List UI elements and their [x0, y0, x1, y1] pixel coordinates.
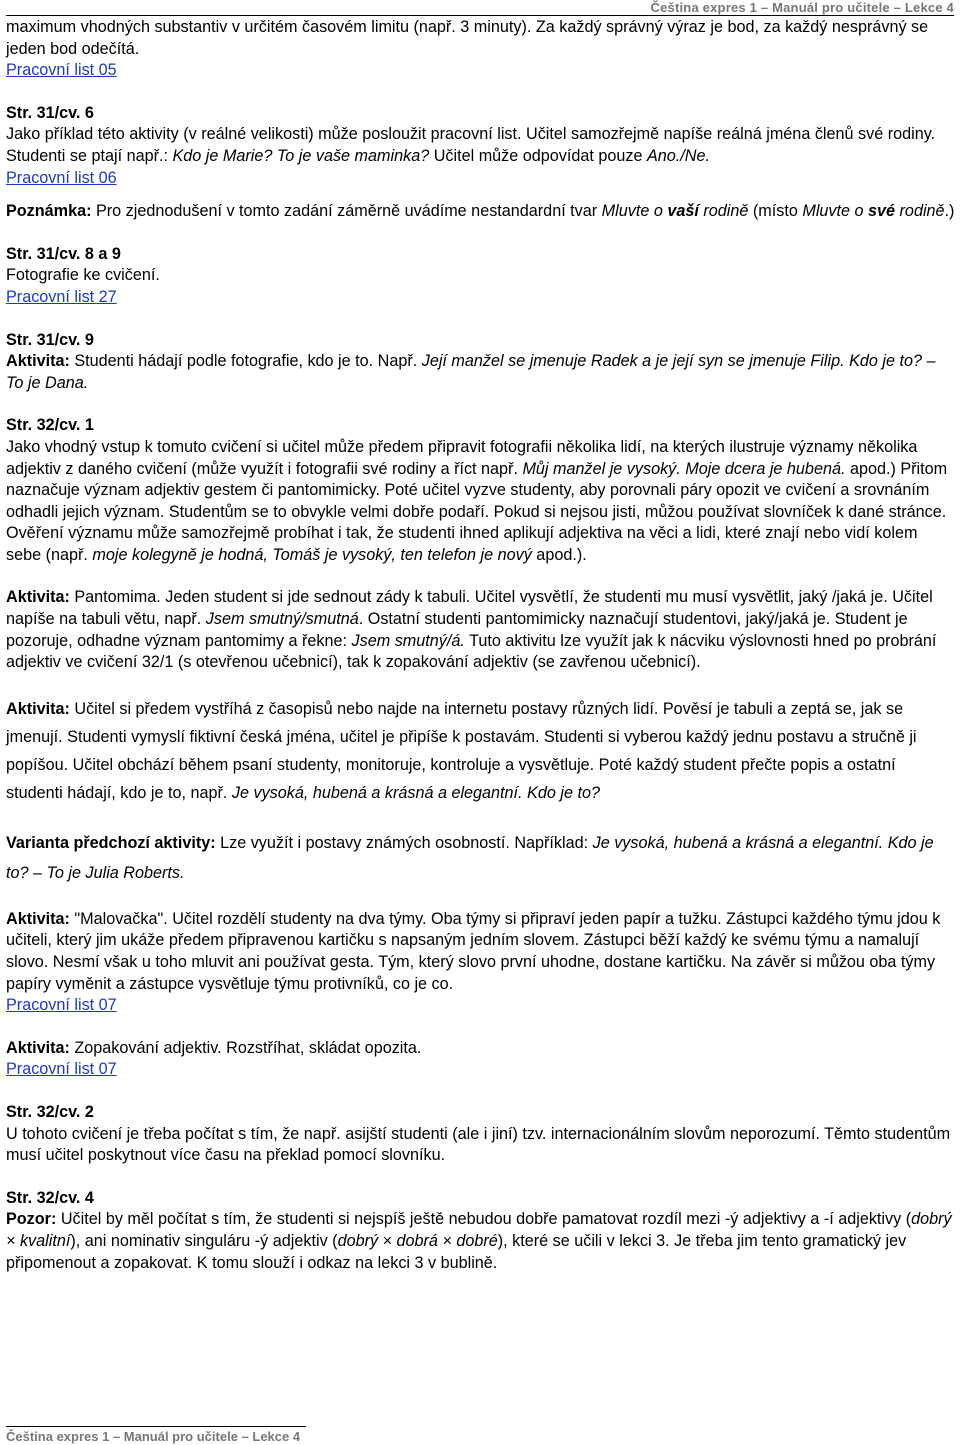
- section-heading: Str. 32/cv. 4: [6, 1188, 94, 1207]
- variant-paragraph: Varianta předchozí aktivity: Lze využít i postavy známých osobností. Například: Je vysoká, hubená a krásná a elegantní. Kdo je to? – To je Julia Roberts.: [6, 833, 934, 882]
- running-footer: Čeština expres 1 – Manuál pro učitele – Lekce 4: [6, 1429, 301, 1444]
- worksheet-link-07[interactable]: Pracovní list 07: [6, 1060, 117, 1079]
- section-heading: Str. 31/cv. 8 a 9: [6, 244, 121, 263]
- activity-paragraph: Aktivita: Zopakování adjektiv. Rozstříhat, skládat opozita.: [6, 1038, 422, 1057]
- running-header: Čeština expres 1 – Manuál pro učitele – Lekce 4: [650, 0, 954, 15]
- worksheet-link-05[interactable]: Pracovní list 05: [6, 61, 117, 80]
- header-rule: [6, 15, 954, 16]
- intro-paragraph: [6, 17, 956, 60]
- paragraph: Pozor: Učitel by měl počítat s tím, že studenti si nejspíš ještě nebudou dobře pamatovat rozdíl mezi -ý adjektivy a -í adjektivy (dobrý × kvalitní), ani nominativ singuláru -ý adjektiv (dobrý × dobrá × dobré), které se učili v lekci 3. Je třeba jim tento gramatický jev připomenout a zopakovat. K tomu slouží i odkaz na lekci 3 v bublině.: [6, 1210, 952, 1272]
- note-paragraph: Poznámka: Pro zjednodušení v tomto zadání záměrně uvádíme nestandardní tvar Mluvte o vaší rodině (místo Mluvte o své rodině.): [6, 202, 955, 221]
- worksheet-link-07[interactable]: Pracovní list 07: [6, 996, 117, 1015]
- section-heading: Str. 31/cv. 9: [6, 330, 94, 349]
- section-heading: Str. 32/cv. 2: [6, 1103, 94, 1121]
- footer-rule: [6, 1426, 306, 1427]
- paragraph: Fotografie ke cvičení.: [6, 266, 160, 285]
- text: maximum vhodných substantiv v určitém časovém limitu (např. 3 minuty). Za každý správný výraz je bod, za každý nesprávný se jeden bod odečítá.: [6, 18, 929, 58]
- activity-paragraph: Aktivita: Učitel si předem vystříhá z časopisů nebo najde na internetu postavy různých lidí. Pověsí je tabuli a zeptá se, jak se jmenují. Studenti vymyslí fiktivní česká jména, učitel je připíše k postavám. Studenti si vyberou každý jednu postavu a stručně ji popíšou. Učitel obchází během psaní studenty, monitoruje, kontroluje a vysvětluje. Poté každý student přečte popis a ostatní studenti hádají, kdo je to, např. Je vysoká, hubená a krásná a elegantní. Kdo je to?: [6, 699, 917, 802]
- activity-paragraph: Aktivita: Pantomima. Jeden student si jde sednout zády k tabuli. Učitel vysvětlí, že studenti mu musí vysvětlit, jaký /jaká je. Učitel napíše na tabuli větu, např. Jsem smutný/smutná. Ostatní studenti pantomimicky naznačují studentovi, jaký/jaká je. Student je pozoruje, odhadne význam pantomimy a řekne: Jsem smutný/á. Tuto aktivitu lze využít jak k nácviku výslovnosti hned po probrání adjektiv ve cvičení 32/1 (s otevřenou učebnicí), tak k zopakování adjektiv (se zavřenou učebnicí).: [6, 588, 937, 672]
- worksheet-link-06[interactable]: Pracovní list 06: [6, 168, 117, 187]
- paragraph: Aktivita: Studenti hádají podle fotografie, kdo je to. Např. Její manžel se jmenuje Radek a je její syn se jmenuje Filip. Kdo je to? – To je Dana.: [6, 352, 936, 392]
- paragraph: Jako příklad této aktivity (v reálné velikosti) může posloužit pracovní list. Učitel samozřejmě napíše reálná jména členů své rodiny. Studenti se ptají např.: Kdo je Marie? To je vaše maminka? Učitel může odpovídat pouze Ano./Ne.: [6, 125, 936, 165]
- worksheet-link-27[interactable]: Pracovní list 27: [6, 287, 117, 306]
- paragraph: Jako vhodný vstup k tomuto cvičení si učitel může předem připravit fotografii několika lidí, na kterých ilustruje významy několika adjektiv z daného cvičení (může využít i fotografii své rodiny a říct např. Můj manžel je vysoký. Moje dcera je hubená. apod.) Přitom naznačuje význam adjektiv gestem či pantomimicky. Poté učitel vyzve studenty, aby porovnali páry opozit ve cvičení a srovnáním odhadli jejich význam. Studentům se to obvykle velmi dobře podaří. Pokud si nejsou jisti, můžou používat slovníček k dané stránce. Ověření významu může samozřejmě probíhat i tak, že studenti ihned aplikují adjektiva na věci a lidi, které znají nebo vidí kolem sebe (např. moje kolegyně je hodná, Tomáš je vysoký, ten telefon je nový apod.).: [6, 437, 948, 564]
- paragraph: U tohoto cvičení je třeba počítat s tím, že např. asijští studenti (ale i jiní) tzv. internacionálním slovům neporozumí. Těmto studentům musí učitel poskytnout více času na překlad pomocí slovníku.: [6, 1124, 951, 1165]
- section-heading: Str. 32/cv. 1: [6, 416, 94, 435]
- section-heading: Str. 31/cv. 6: [6, 103, 94, 122]
- page-body: [6, 17, 956, 1274]
- activity-paragraph: Aktivita: "Malovačka". Učitel rozdělí studenty na dva týmy. Oba týmy si připraví jeden papír a tužku. Zástupci každého týmu jdou k učiteli, který jim ukáže předem připravenou kartičku s napsaným jedním slovem. Zástupci běží každý ke svému týmu a namalují slovo. Nesmí však u toho mluvit ani používat gesta. Tým, který slovo první uhodne, dostane kartičku. Na závěr si můžou oba týmy papíry vyměnit a zástupce vysvětluje týmu protivníků, co je co.: [6, 909, 941, 993]
